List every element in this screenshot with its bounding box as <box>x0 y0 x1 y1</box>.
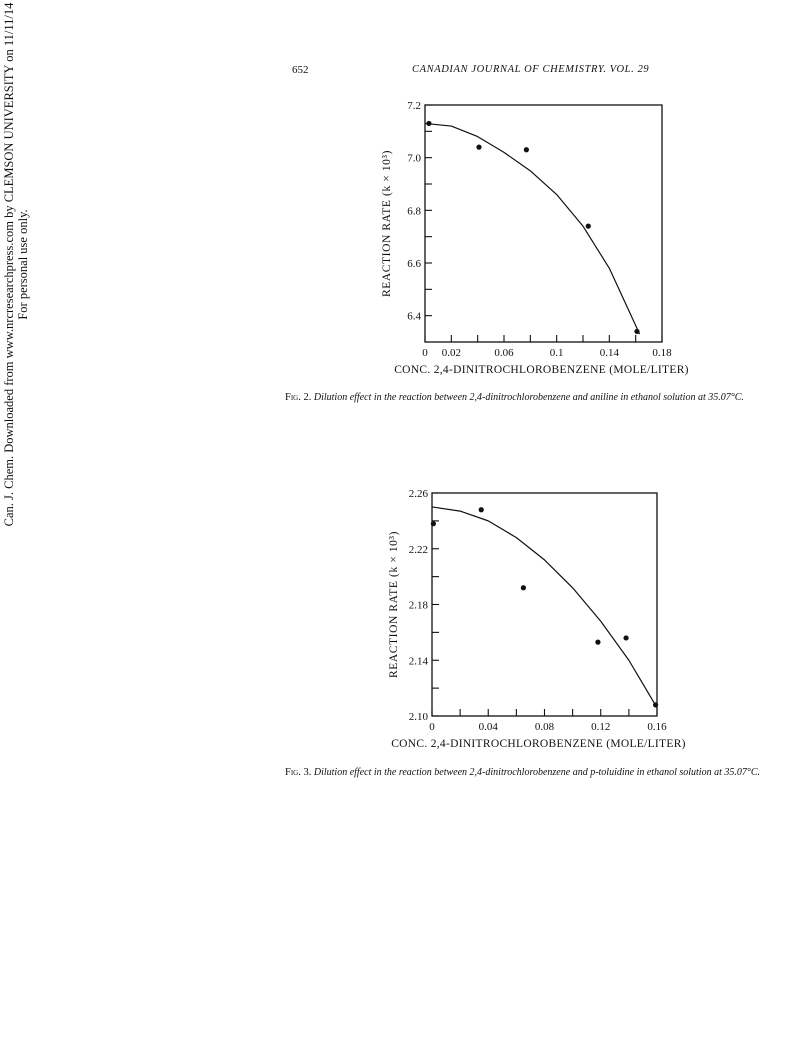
chart3-y-tick-label: 2.26 <box>408 488 428 500</box>
chart3-data-point <box>595 640 600 645</box>
chart2-y-tick-label: 7.2 <box>407 100 421 112</box>
chart2-x-tick-label: 0.14 <box>599 347 619 359</box>
figure-2-caption-text: Dilution effect in the reaction between 2,4-dinitrochlorobenzene and aniline in ethanol solution at 35.07°C. <box>313 392 744 403</box>
chart3-data-point <box>479 507 484 512</box>
chart3-x-tick-label: 0 <box>429 721 435 733</box>
chart3-x-axis-label: CONC. 2,4-DINITROCHLOROBENZENE (MOLE/LITER) <box>391 738 686 750</box>
chart2-fit-curve <box>425 123 640 334</box>
chart3-y-tick-label: 2.10 <box>408 711 428 723</box>
chart2-data-point <box>476 145 481 150</box>
chart2-y-axis-label: REACTION RATE (k × 10³) <box>381 149 393 298</box>
chart3-x-tick-label: 0.12 <box>591 721 611 733</box>
chart3-plot-frame <box>432 493 657 716</box>
chart2-y-tick-label: 6.8 <box>407 205 421 218</box>
chart2-y-tick-label: 7.0 <box>407 152 421 165</box>
chart2-data-point <box>586 224 591 229</box>
journal-header: CANADIAN JOURNAL OF CHEMISTRY. VOL. 29 <box>412 64 650 75</box>
chart2-x-tick-label: 0.02 <box>441 347 461 359</box>
figure-3-caption <box>285 767 765 778</box>
figure-3-label: Fig. 3. <box>285 767 312 778</box>
chart2-y-tick-label: 6.6 <box>407 258 421 270</box>
chart3-data-point <box>521 585 526 590</box>
personal-use-notice: For personal use only. <box>16 209 30 320</box>
chart3-data-point <box>431 521 436 526</box>
chart3-y-tick-label: 2.18 <box>408 599 428 612</box>
chart3-x-tick-label: 0.16 <box>647 721 667 733</box>
chart2-y-tick-label: 6.4 <box>407 310 421 323</box>
chart2-x-tick-label: 0 <box>422 347 428 359</box>
chart3-fit-curve <box>432 507 657 708</box>
chart3-y-tick-label: 2.14 <box>408 655 428 668</box>
page-number: 652 <box>292 64 309 76</box>
chart3-x-tick-label: 0.08 <box>534 721 555 733</box>
chart2-plot-frame <box>425 105 662 342</box>
figure-3-caption-text: Dilution effect in the reaction between 2,4-dinitrochlorobenzene and p-toluidine in ethanol solution at 35.07°C. <box>313 767 761 778</box>
figure-2-caption <box>285 392 765 403</box>
chart2-x-axis-label: CONC. 2,4-DINITROCHLOROBENZENE (MOLE/LITER) <box>394 364 689 376</box>
chart3-y-axis-label: REACTION RATE (k × 10³) <box>388 530 400 679</box>
chart2-x-tick-label: 0.18 <box>652 347 672 359</box>
download-notice <box>2 0 42 790</box>
figure-2-label: Fig. 2. <box>285 392 312 403</box>
chart2-data-point <box>634 329 639 334</box>
chart2-x-tick-label: 0.06 <box>494 347 514 359</box>
chart3-x-tick-label: 0.04 <box>478 721 498 733</box>
download-notice-line: Can. J. Chem. Downloaded from www.nrcresearchpress.com by CLEMSON UNIVERSITY on 11/11/14 <box>2 2 16 527</box>
chart3-y-tick-label: 2.22 <box>408 543 428 556</box>
chart3-data-point <box>623 635 628 640</box>
chart2-data-point <box>426 121 431 126</box>
chart3-data-point <box>653 702 658 707</box>
chart2-x-tick-label: 0.1 <box>549 347 564 359</box>
chart2-data-point <box>524 147 529 152</box>
